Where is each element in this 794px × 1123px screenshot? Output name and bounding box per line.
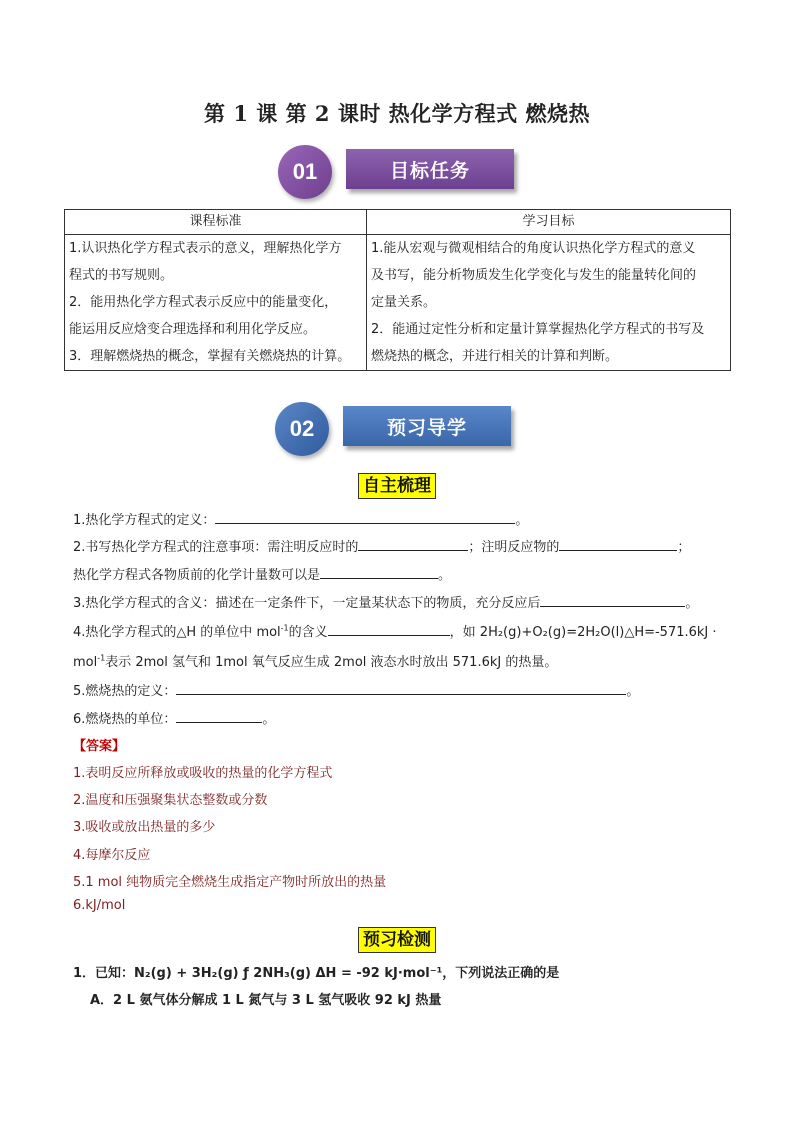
table-header-standard: 课程标准 — [65, 210, 367, 235]
standards-cell — [65, 235, 367, 371]
item-4a: 4.热化学方程式的△H 的单位中 mol$^{-1}$的含义 ，如 2H₂(g)+O₂(g)=2H₂O(l)△H=-571.6kJ · — [73, 621, 717, 640]
answer-line: 4.每摩尔反应 — [73, 848, 151, 863]
objective-line: 及书写，能分析物质发生化学变化与发生的能量转化间的 — [371, 268, 697, 283]
item-6: 6.燃烧热的单位： 。 — [73, 708, 275, 727]
fill-blank[interactable] — [176, 680, 626, 695]
standard-line: 1.认识热化学方程式表示的意义，理解热化学方 — [69, 241, 342, 256]
standard-line: 3．理解燃烧热的概念，掌握有关燃烧热的计算。 — [69, 349, 351, 364]
fill-blank[interactable] — [215, 509, 515, 524]
fill-blank[interactable] — [358, 536, 468, 551]
fill-blank[interactable] — [176, 708, 262, 723]
section-number-badge: 02 — [275, 402, 329, 456]
section-number-badge: 01 — [278, 145, 332, 199]
fill-blank[interactable] — [328, 621, 450, 636]
table-header-objectives: 学习目标 — [367, 210, 731, 235]
standard-line: 2．能用热化学方程式表示反应中的能量变化， — [69, 295, 338, 310]
answer-line: 5.1 mol 纯物质完全燃烧生成指定产物时所放出的热量 — [73, 875, 387, 890]
fill-blank[interactable] — [540, 592, 685, 607]
answer-line: 1.表明反应所释放或吸收的热量的化学方程式 — [73, 766, 333, 781]
answer-line: 2.温度和压强聚集状态整数或分数 — [73, 793, 268, 808]
banner-target-tasks — [278, 145, 518, 195]
item-4b: mol$^{-1}$表示 2mol 氢气和 1mol 氧气反应生成 2mol 液态水时放出 571.6kJ 的热量。 — [73, 653, 558, 670]
answer-line: 3.吸收或放出热量的多少 — [73, 820, 216, 835]
question-1-stem: 1．已知：N₂(g) + 3H₂(g) ƒ 2NH₃(g) ΔH = -92 kJ·mol⁻¹，下列说法正确的是 — [73, 966, 560, 981]
fill-blank[interactable] — [559, 536, 677, 551]
self-study-heading: 自主梳理 — [0, 471, 794, 496]
objectives-cell — [367, 235, 731, 371]
banner-preview-guide — [275, 402, 520, 452]
item-2b: 热化学方程式各物质前的化学计量数可以是 。 — [73, 564, 451, 583]
fill-blank[interactable] — [320, 564, 438, 579]
objective-line: 2．能通过定性分析和定量计算掌握热化学方程式的书写及 — [371, 322, 705, 337]
item-1: 1.热化学方程式的定义： 。 — [73, 509, 528, 528]
goals-table — [64, 209, 731, 371]
objective-line: 1.能从宏观与微观相结合的角度认识热化学方程式的意义 — [371, 241, 696, 256]
objective-line: 定量关系。 — [371, 295, 437, 310]
objective-line: 燃烧热的概念，并进行相关的计算和判断。 — [371, 349, 619, 364]
section-title: 目标任务 — [346, 149, 514, 189]
answer-heading: 【答案】 — [73, 739, 126, 754]
item-3: 3.热化学方程式的含义：描述在一定条件下，一定量某状态下的物质，充分反应后 。 — [73, 592, 698, 611]
preview-check-heading: 预习检测 — [0, 925, 794, 950]
page-title: 第 1 课 第 2 课时 热化学方程式 燃烧热 — [204, 101, 590, 126]
item-5: 5.燃烧热的定义： 。 — [73, 680, 639, 699]
standard-line: 能运用反应焓变合理选择和利用化学反应。 — [69, 322, 317, 337]
item-2a: 2.书写热化学方程式的注意事项：需注明反应时的 ；注明反应物的 ； — [73, 536, 690, 555]
question-1-option-a[interactable]: A．2 L 氨气体分解成 1 L 氮气与 3 L 氢气吸收 92 kJ 热量 — [90, 993, 442, 1008]
section-title: 预习导学 — [343, 406, 511, 446]
standard-line: 程式的书写规则。 — [69, 268, 174, 283]
answer-line: 6.kJ/mol — [73, 898, 126, 913]
